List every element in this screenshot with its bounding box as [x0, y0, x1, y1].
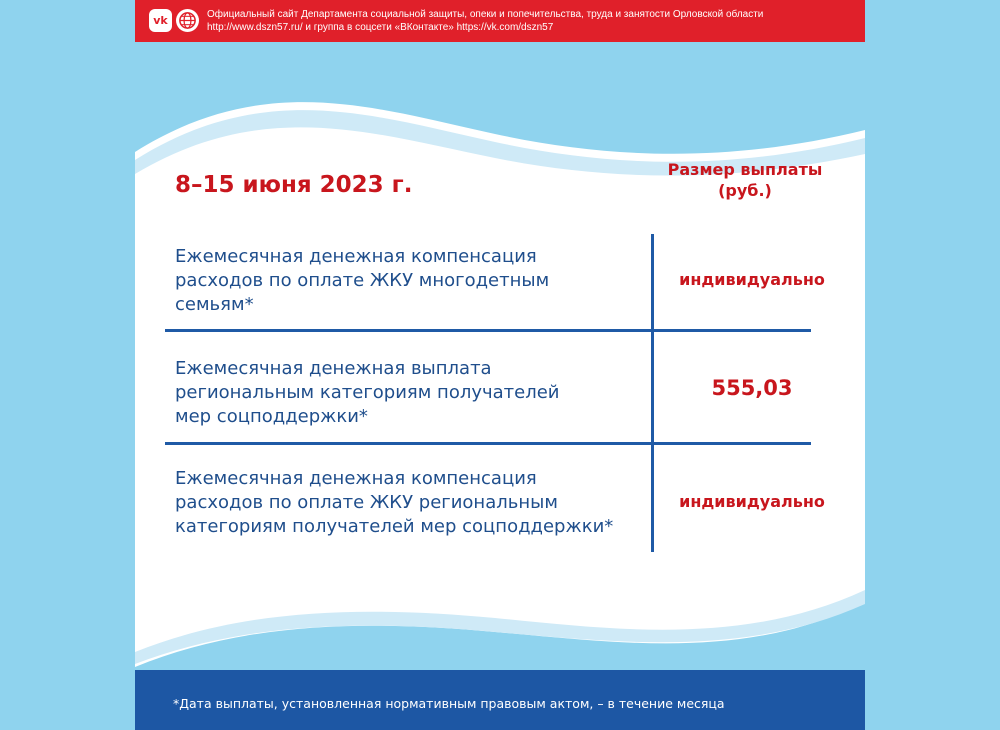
row-3-title: [175, 467, 645, 539]
row-divider: [165, 442, 811, 445]
amount-column-header: [640, 159, 850, 201]
row-title-line: мер соцподдержки*: [175, 406, 368, 427]
row-title-line: Ежемесячная денежная компенсация: [175, 468, 537, 489]
amount-header-unit: (руб.): [718, 181, 772, 200]
row-title-line: Ежемесячная денежная компенсация: [175, 246, 537, 267]
row-1-title: [175, 245, 645, 317]
vk-logo-icon[interactable]: vk: [149, 9, 172, 32]
period-heading: 8–15 июня 2023 г.: [175, 172, 413, 198]
site-title: Официальный сайт Департамента социальной защиты, опеки и попечительства, труда и занятости Орловской области: [207, 9, 764, 20]
row-title-line: Ежемесячная денежная выплата: [175, 358, 492, 379]
infographic-card: [135, 0, 865, 730]
row-2-amount: 555,03: [711, 376, 793, 400]
row-title-line: расходов по оплате ЖКУ региональным: [175, 492, 558, 513]
site-info: [207, 8, 857, 34]
globe-icon[interactable]: [176, 9, 199, 32]
row-divider: [165, 329, 811, 332]
row-1-amount: индивидуально: [679, 270, 825, 289]
row-title-line: расходов по оплате ЖКУ многодетным: [175, 270, 550, 291]
amount-header-line: Размер выплаты: [667, 160, 823, 179]
row-title-line: семьям*: [175, 294, 254, 315]
row-2-title: [175, 357, 645, 429]
logo-group: [149, 9, 199, 32]
row-3-amount: индивидуально: [679, 492, 825, 511]
row-title-line: категориям получателей мер соцподдержки*: [175, 516, 614, 537]
row-title-line: региональным категориям получателей: [175, 382, 560, 403]
column-divider: [651, 234, 654, 552]
footer-banner: [135, 670, 865, 730]
top-banner: [135, 0, 865, 42]
site-links[interactable]: http://www.dszn57.ru/ и группа в соцсети «ВКонтакте» https://vk.com/dszn57: [207, 22, 554, 33]
footnote: *Дата выплаты, установленная нормативным правовым актом, – в течение месяца: [173, 696, 725, 711]
